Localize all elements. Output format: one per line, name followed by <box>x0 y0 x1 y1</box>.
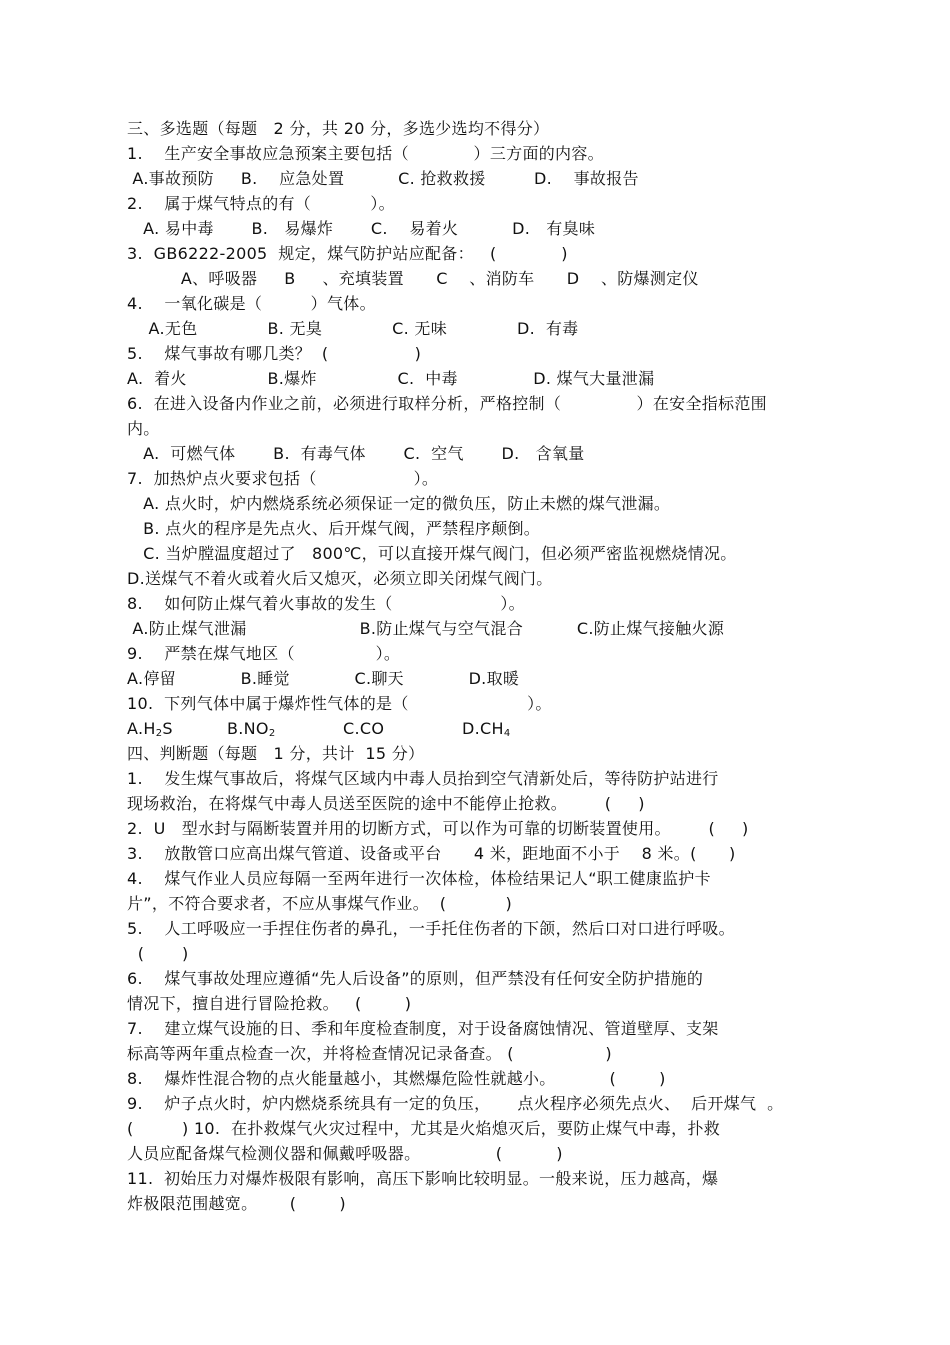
text-line: 1. 生产安全事故应急预案主要包括（ ）三方面的内容。 <box>127 144 604 163</box>
text-line: 11. 初始压力对爆炸极限有影响，高压下影响比较明显。一般来说，压力越高，爆 <box>127 1169 719 1188</box>
q10-option-d: $D.CH_4$ <box>462 719 511 739</box>
text-line: A. 可燃气体 B. 有毒气体 C. 空气 D. 含氧量 <box>127 444 585 463</box>
text-line: 片”，不符合要求者，不应从事煤气作业。 ( ) <box>127 894 513 913</box>
text-line: A.无色 B. 无臭 C. 无味 D. 有毒 <box>127 319 579 338</box>
text-line: 6. 煤气事故处理应遵循“先人后设备”的原则，但严禁没有任何安全防护措施的 <box>127 969 704 988</box>
text-line: A、呼吸器 B 、充填装置 C 、消防车 D 、防爆测定仪 <box>127 269 699 288</box>
text-line: 3. GB6222-2005 规定，煤气防护站应配备： ( ) <box>127 244 568 263</box>
text-line: A.事故预防 B. 应急处置 C. 抢救救援 D. 事故报告 <box>127 169 639 188</box>
text-line: A. 易中毒 B. 易爆炸 C. 易着火 D. 有臭味 <box>127 219 596 238</box>
text-line: 人员应配备煤气检测仪器和佩戴呼吸器。 ( ) <box>127 1144 563 1163</box>
text-line: A. 着火 B.爆炸 C. 中毒 D. 煤气大量泄漏 <box>127 369 655 388</box>
text-line: 7. 建立煤气设施的日、季和年度检查制度，对于设备腐蚀情况、管道壁厚、支架 <box>127 1019 719 1038</box>
text-line: A. 点火时，炉内燃烧系统必须保证一定的微负压，防止未燃的煤气泄漏。 <box>127 494 671 513</box>
text-line: 2. 属于煤气特点的有（ ）。 <box>127 194 395 213</box>
text-line: 3. 放散管口应高出煤气管道、设备或平台 4 米，距地面不小于 8 米。( ) <box>127 844 736 863</box>
text-line: ( ) 10. 在扑救煤气火灾过程中，尤其是火焰熄灭后，要防止煤气中毒，扑救 <box>127 1119 721 1138</box>
text-line: 炸极限范围越宽。 ( ) <box>127 1194 346 1213</box>
text-line: 1. 发生煤气事故后，将煤气区域内中毒人员抬到空气清新处后，等待防护站进行 <box>127 769 719 788</box>
text-line: C. 当炉膛温度超过了 800℃，可以直接开煤气阀门，但必须严密监视燃烧情况。 <box>127 544 737 563</box>
text-line: 6. 在进入设备内作业之前，必须进行取样分析，严格控制（ ）在安全指标范围 <box>127 394 767 413</box>
q10-option-a: $A.H_2S$ <box>127 719 173 739</box>
text-line: A.防止煤气泄漏 B.防止煤气与空气混合 C.防止煤气接触火源 <box>127 619 725 638</box>
text-line: 情况下，擅自进行冒险抢救。 ( ) <box>127 994 412 1013</box>
section4-heading: 四、判断题（每题 1 分，共计 15 分） <box>127 744 425 763</box>
text-line: 4. 煤气作业人员应每隔一至两年进行一次体检，体检结果记人“职工健康监护卡 <box>127 869 711 888</box>
text-line: 5. 煤气事故有哪几类？ ( ) <box>127 344 422 363</box>
text-line: 9. 严禁在煤气地区（ ）。 <box>127 644 401 663</box>
text-line: 7. 加热炉点火要求包括（ ）。 <box>127 469 439 488</box>
text-line: 内。 <box>127 419 160 438</box>
q10-option-c: C.CO <box>343 719 385 738</box>
text-line: D.送煤气不着火或着火后又熄灭，必须立即关闭煤气阀门。 <box>127 569 553 588</box>
q10-option-b: $B.NO_2$ <box>227 719 276 739</box>
text-line: ( ) <box>127 944 189 963</box>
text-line: 8. 爆炸性混合物的点火能量越小，其燃爆危险性就越小。 ( ) <box>127 1069 666 1088</box>
text-line: 8. 如何防止煤气着火事故的发生（ ）。 <box>127 594 525 613</box>
text-line: 9. 炉子点火时，炉内燃烧系统具有一定的负压， 点火程序必须先点火、 后开煤气 。 <box>127 1094 784 1113</box>
text-line: 10. 下列气体中属于爆炸性气体的是（ ）。 <box>127 694 552 713</box>
text-line: 现场救治，在将煤气中毒人员送至医院的途中不能停止抢救。 ( ) <box>127 794 645 813</box>
section3-heading: 三、多选题（每题 2 分，共 20 分，多选少选均不得分） <box>127 119 550 138</box>
text-line: 5. 人工呼吸应一手捏住伤者的鼻孔，一手托住伤者的下颌，然后口对口进行呼吸。 <box>127 919 735 938</box>
text-line: 2. U 型水封与隔断装置并用的切断方式，可以作为可靠的切断装置使用。 ( ) <box>127 819 749 838</box>
text-line: A.停留 B.睡觉 C.聊天 D.取暖 <box>127 669 520 688</box>
text-line: 标高等两年重点检查一次，并将检查情况记录备查。 ( ) <box>127 1044 612 1063</box>
text-line: 4. 一氧化碳是（ ）气体。 <box>127 294 376 313</box>
text-line: B. 点火的程序是先点火、后开煤气阀，严禁程序颠倒。 <box>127 519 541 538</box>
